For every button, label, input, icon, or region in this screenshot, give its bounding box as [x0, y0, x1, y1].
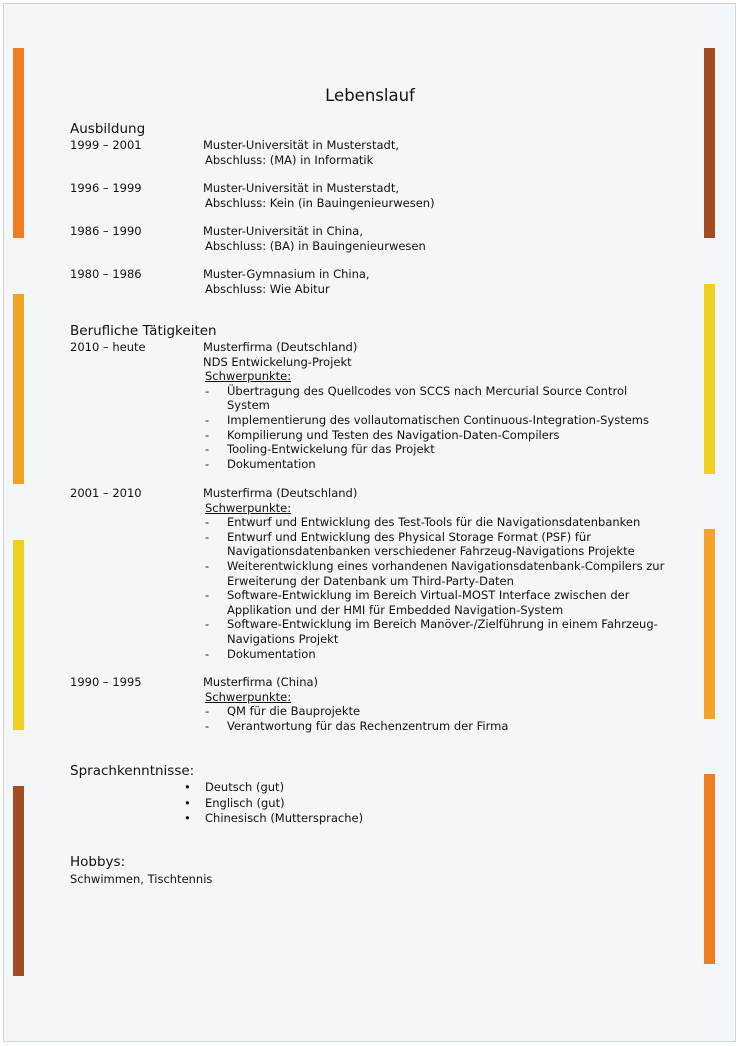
job-project: NDS Entwickelung-Projekt — [203, 354, 352, 369]
focus-item: - Dokumentation — [203, 457, 673, 472]
job-date: 2010 – heute — [70, 340, 146, 354]
focus-item: - Tooling-Entwickelung für das Projekt — [203, 442, 673, 457]
entry-date: 1986 – 1990 — [70, 224, 142, 238]
job-date: 2001 – 2010 — [70, 486, 142, 500]
language-item: • Chinesisch (Muttersprache) — [184, 811, 363, 827]
section-heading-beruf: Berufliche Tätigkeiten — [70, 323, 217, 339]
focus-label: Schwerpunkte: — [205, 369, 292, 384]
focus-item: - Übertragung des Quellcodes von SCCS nach Mercurial Source Control System — [203, 384, 673, 413]
language-list — [184, 780, 363, 827]
section-heading-hobbys: Hobbys: — [70, 854, 126, 870]
hobbies-text: Schwimmen, Tischtennis — [70, 872, 213, 886]
entry-institution: Muster-Gymnasium in China, — [203, 267, 370, 281]
focus-item: - Verantwortung für das Rechenzentrum der Firma — [203, 719, 673, 734]
language-item: • Deutsch (gut) — [184, 780, 363, 796]
entry-degree: Abschluss: Kein (in Bauingenieurwesen) — [205, 195, 435, 210]
section-heading-ausbildung: Ausbildung — [70, 121, 146, 137]
job-company: Musterfirma (Deutschland) — [203, 486, 358, 500]
focus-item: - Weiterentwicklung eines vorhandenen Navigationsdatenbank-Compilers zur Erweiterung der Datenbank um Third-Party-Daten — [203, 559, 673, 588]
entry-institution: Muster-Universität in China, — [203, 224, 363, 238]
focus-label: Schwerpunkte: — [205, 500, 292, 515]
entry-degree: Abschluss: (BA) in Bauingenieurwesen — [205, 238, 426, 253]
focus-label: Schwerpunkte: — [205, 689, 292, 704]
entry-degree: Abschluss: Wie Abitur — [205, 281, 330, 296]
entry-institution: Muster-Universität in Musterstadt, — [203, 181, 400, 195]
focus-item: - Kompilierung und Testen des Navigation-Daten-Compilers — [203, 428, 673, 443]
entry-degree: Abschluss: (MA) in Informatik — [205, 152, 374, 167]
entry-date: 1996 – 1999 — [70, 181, 142, 195]
job-date: 1990 – 1995 — [70, 675, 142, 689]
focus-item: - Software-Entwicklung im Bereich Virtual-MOST Interface zwischen der Applikation und der HMI für Embedded Navigation-System — [203, 588, 673, 617]
entry-institution: Muster-Universität in Musterstadt, — [203, 138, 400, 152]
focus-item: - QM für die Bauprojekte — [203, 704, 673, 719]
language-item: • Englisch (gut) — [184, 796, 363, 812]
focus-item: - Implementierung des vollautomatischen Continuous-Integration-Systems — [203, 413, 673, 428]
entry-date: 1999 – 2001 — [70, 138, 142, 152]
focus-item: - Software-Entwicklung im Bereich Manöver-/Zielführung in einem Fahrzeug-Navigations Projekt — [203, 617, 673, 646]
section-heading-sprachen: Sprachkenntnisse: — [70, 763, 195, 779]
job-company: Musterfirma (China) — [203, 675, 319, 689]
focus-item: - Entwurf und Entwicklung des Test-Tools für die Navigationsdatenbanken — [203, 515, 673, 530]
entry-date: 1980 – 1986 — [70, 267, 142, 281]
focus-item: - Dokumentation — [203, 647, 673, 662]
focus-item: - Entwurf und Entwicklung des Physical Storage Format (PSF) für Navigationsdatenbanken verschiedener Fahrzeug-Navigations Projekte — [203, 530, 673, 559]
page-title: Lebenslauf — [325, 86, 415, 105]
job-company: Musterfirma (Deutschland) — [203, 340, 358, 354]
